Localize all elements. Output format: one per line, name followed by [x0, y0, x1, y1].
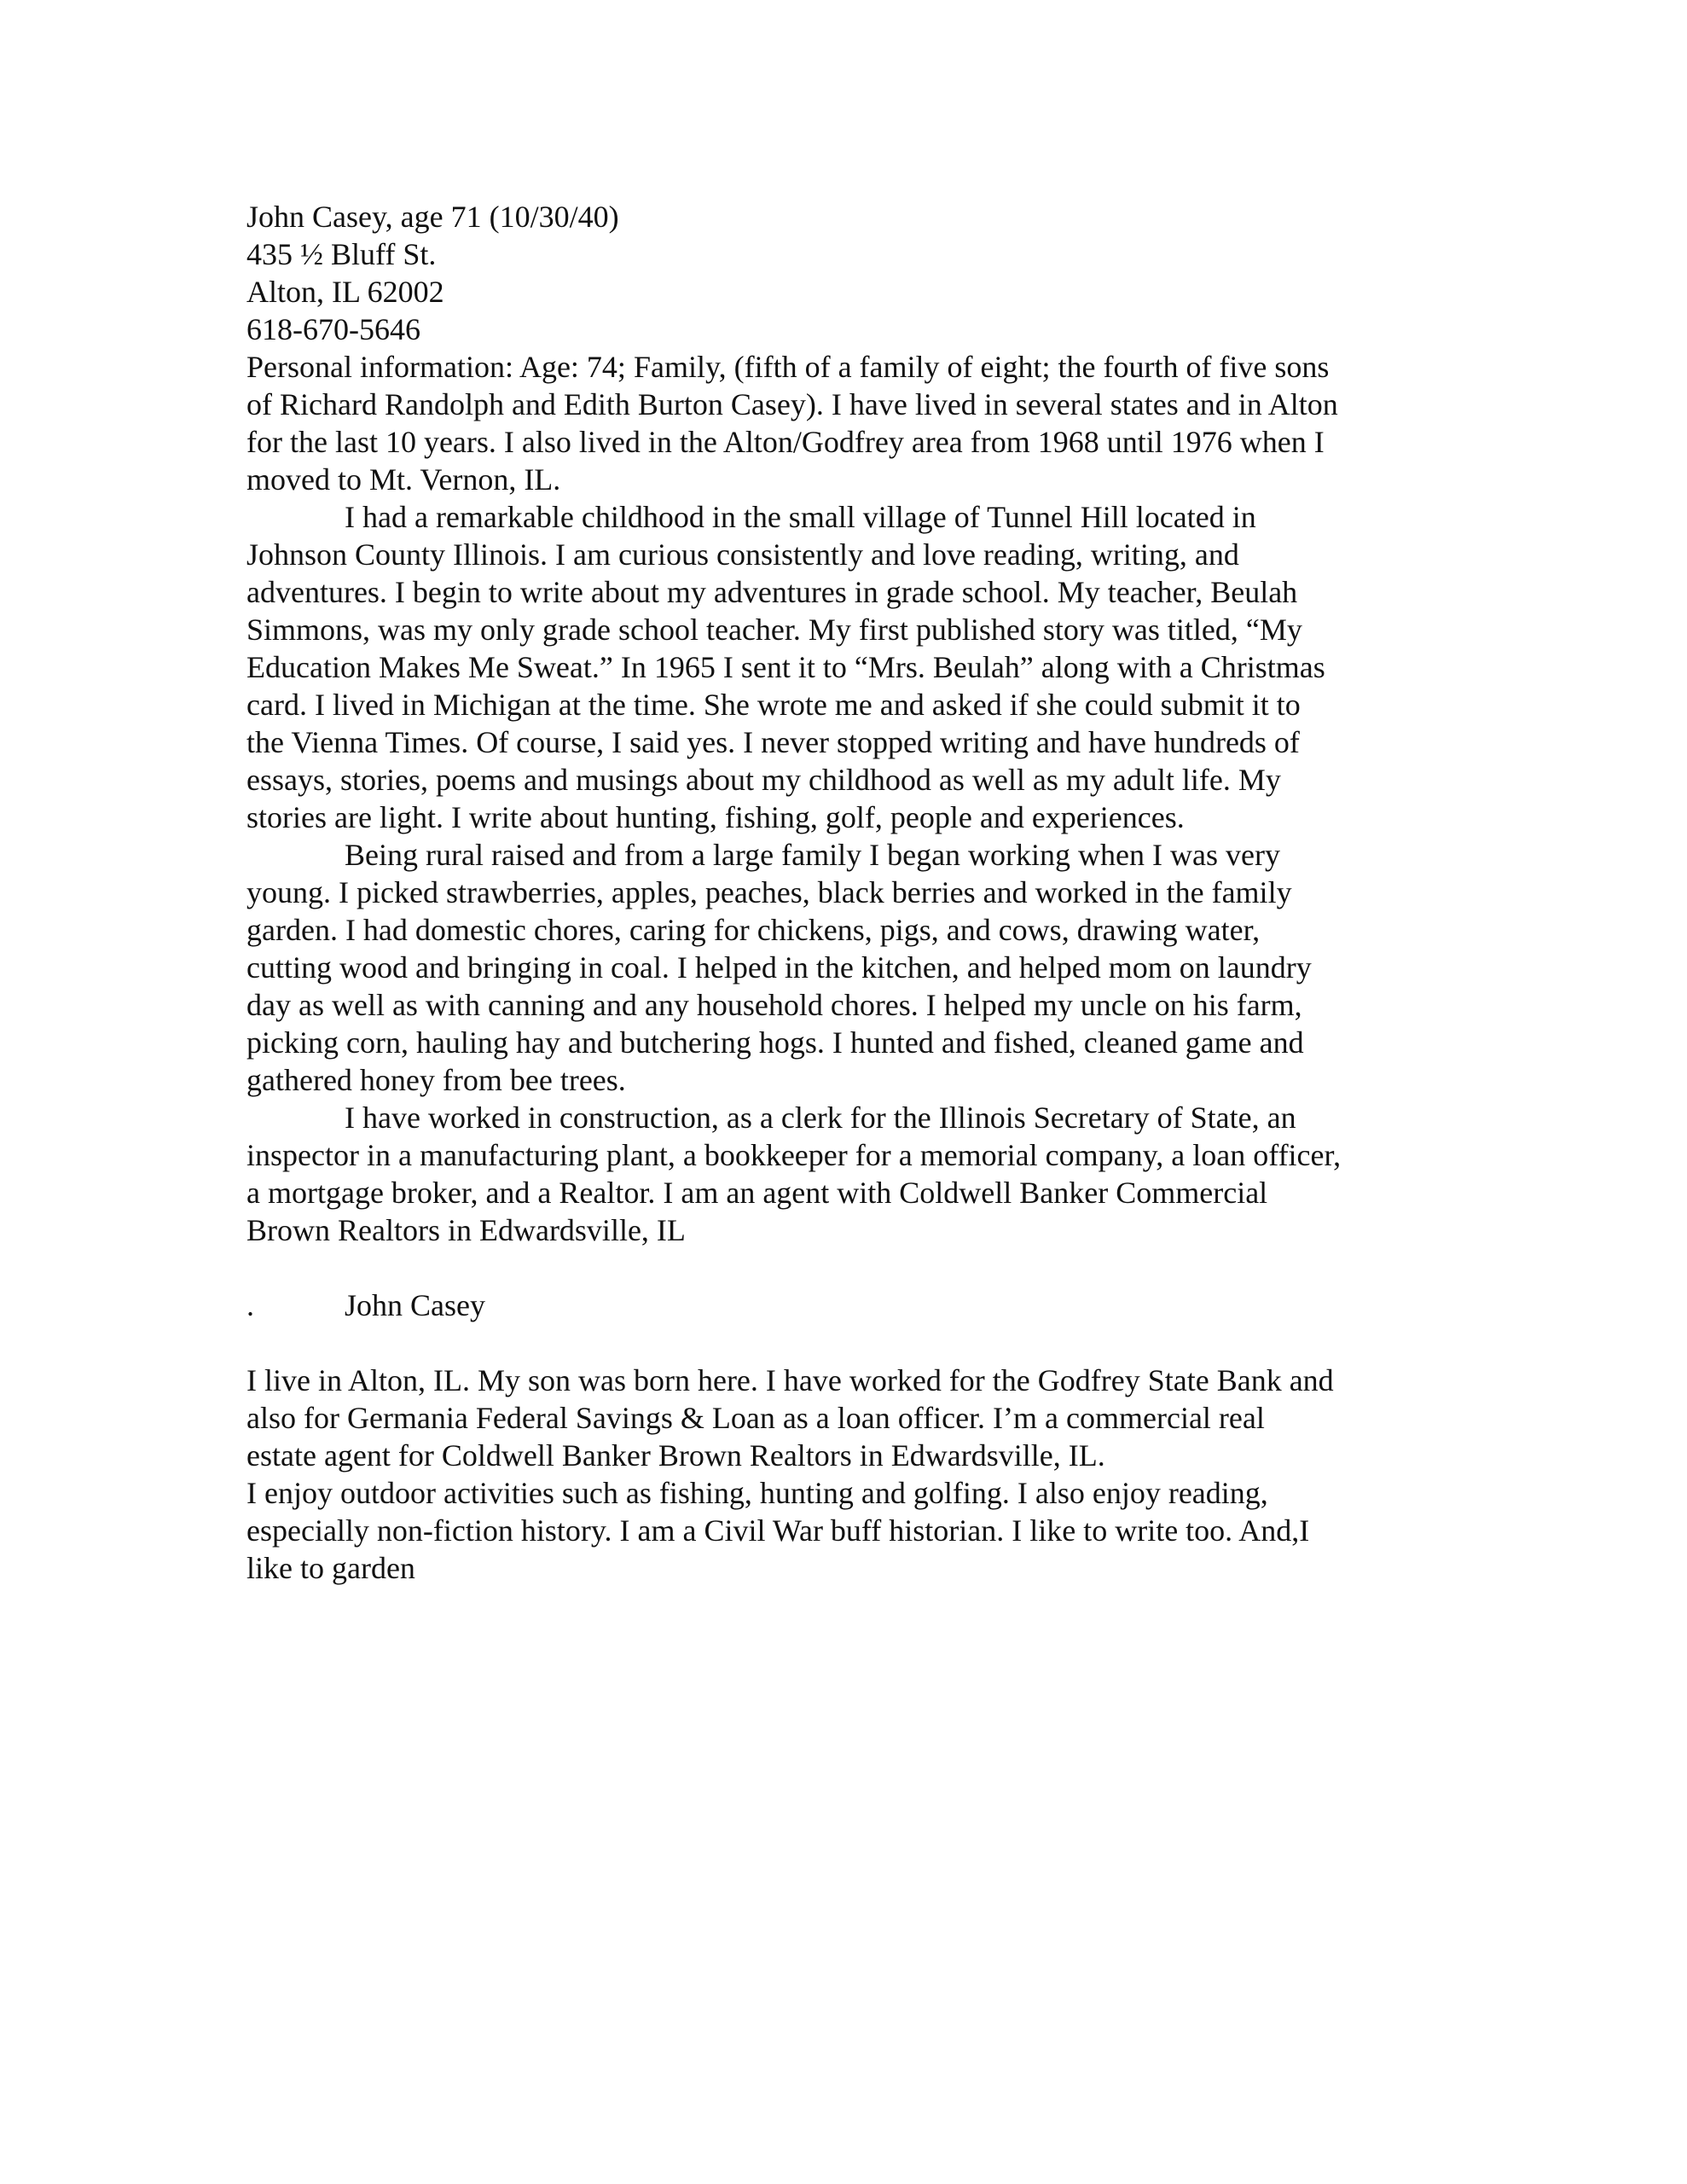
childhood-line: the Vienna Times. Of course, I said yes. I never stopped writing and have hundreds of [246, 725, 1300, 759]
street-address: 435 ½ Bluff St. [246, 237, 437, 271]
childhood-line: Education Makes Me Sweat.” In 1965 I sent it to “Mrs. Beulah” along with a Christmas [246, 650, 1325, 684]
personal-info-line: moved to Mt. Vernon, IL. [246, 462, 561, 497]
name-age-line: John Casey, age 71 (10/30/40) [246, 200, 619, 234]
work-young-line: picking corn, hauling hay and butchering hogs. I hunted and fished, cleaned game and [246, 1025, 1304, 1060]
blank-line [246, 1249, 1458, 1287]
childhood-line: Simmons, was my only grade school teacher. My first published story was titled, “My [246, 613, 1302, 647]
hobbies-line: I enjoy outdoor activities such as fishing, hunting and golfing. I also enjoy reading, [246, 1476, 1268, 1510]
childhood-line: stories are light. I write about hunting, fishing, golf, people and experiences. [246, 800, 1185, 834]
phone-number: 618-670-5646 [246, 312, 420, 346]
career-line: a mortgage broker, and a Realtor. I am an agent with Coldwell Banker Commercial [246, 1176, 1268, 1210]
biography-text [246, 198, 1458, 1587]
signature-dot: . [246, 1288, 254, 1322]
alton-line: I live in Alton, IL. My son was born here. I have worked for the Godfrey State Bank and [246, 1363, 1334, 1397]
childhood-line: Johnson County Illinois. I am curious consistently and love reading, writing, and [246, 537, 1239, 572]
work-young-line: cutting wood and bringing in coal. I helped in the kitchen, and helped mom on laundry [246, 950, 1312, 985]
personal-info-line: of Richard Randolph and Edith Burton Casey). I have lived in several states and in Alton [246, 387, 1338, 421]
childhood-line: essays, stories, poems and musings about my childhood as well as my adult life. My [246, 763, 1281, 797]
alton-line: estate agent for Coldwell Banker Brown Realtors in Edwardsville, IL. [246, 1438, 1105, 1472]
work-young-line: garden. I had domestic chores, caring for chickens, pigs, and cows, drawing water, [246, 913, 1261, 947]
childhood-line-text: I had a remarkable childhood in the small village of Tunnel Hill located in [345, 500, 1256, 534]
work-young-line: young. I picked strawberries, apples, peaches, black berries and worked in the family [246, 875, 1292, 909]
alton-line: also for Germania Federal Savings & Loan as a loan officer. I’m a commercial real [246, 1401, 1265, 1435]
signature-name: John Casey [345, 1288, 485, 1322]
personal-info-line: Personal information: Age: 74; Family, (fifth of a family of eight; the fourth of five sons [246, 350, 1330, 384]
childhood-line [246, 498, 1458, 536]
work-young-line [246, 836, 1458, 874]
city-state-zip: Alton, IL 62002 [246, 275, 444, 309]
childhood-line: adventures. I begin to write about my adventures in grade school. My teacher, Beulah [246, 575, 1298, 609]
career-line [246, 1099, 1458, 1136]
career-line: inspector in a manufacturing plant, a bookkeeper for a memorial company, a loan officer, [246, 1138, 1342, 1172]
career-line-text: I have worked in construction, as a clerk for the Illinois Secretary of State, an [345, 1101, 1296, 1135]
work-young-line: gathered honey from bee trees. [246, 1063, 626, 1097]
work-young-line: day as well as with canning and any household chores. I helped my uncle on his farm, [246, 988, 1302, 1022]
work-young-line-text: Being rural raised and from a large family I began working when I was very [345, 838, 1280, 872]
blank-line [246, 1324, 1458, 1362]
childhood-line: card. I lived in Michigan at the time. She wrote me and asked if she could submit it to [246, 688, 1301, 722]
personal-info-line: for the last 10 years. I also lived in the Alton/Godfrey area from 1968 until 1976 when I [246, 425, 1325, 459]
signature-line [246, 1287, 1458, 1324]
hobbies-line: especially non-fiction history. I am a Civil War buff historian. I like to write too. And,I [246, 1513, 1310, 1548]
hobbies-line: like to garden [246, 1551, 415, 1585]
career-line: Brown Realtors in Edwardsville, IL [246, 1213, 686, 1247]
